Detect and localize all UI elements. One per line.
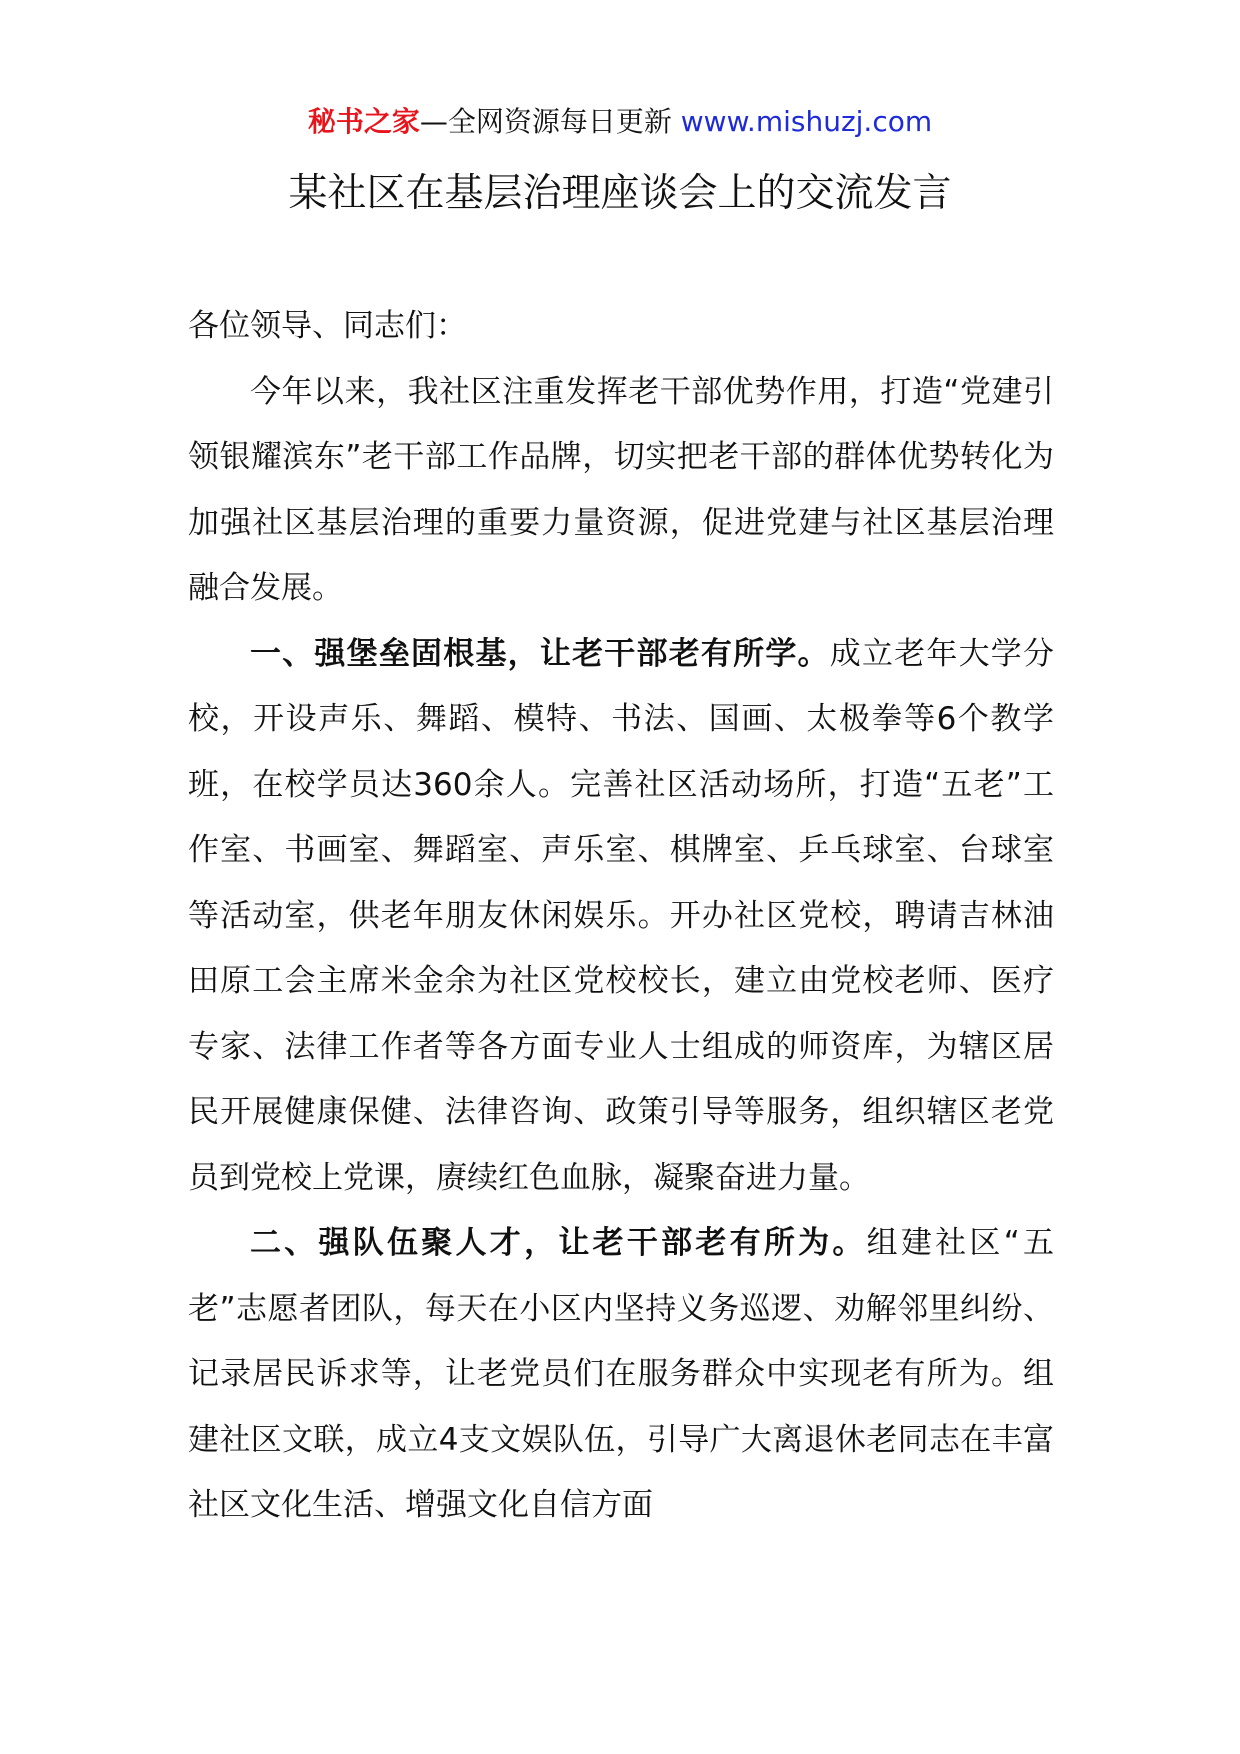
brand-name: 秘书之家	[307, 105, 420, 138]
paragraph-text: 今年以来，我社区注重发挥老干部优势作用，打造“党建引领银耀滨东”老干部工作品牌，切实把老干部的群体优势转化为加强社区基层治理的重要力量资源，促进党建与社区基层治理融合发展。	[188, 373, 1054, 606]
salutation: 各位领导、同志们：	[188, 308, 467, 344]
paragraph-section-1	[188, 622, 1054, 1212]
paragraph-intro	[188, 360, 1054, 622]
paragraph-text: 成立老年大学分校，开设声乐、舞蹈、模特、书法、国画、太极拳等6个教学班，在校学员达360余人。完善社区活动场所，打造“五老”工作室、书画室、舞蹈室、声乐室、棋牌室、乒乓球室、台球室等活动室，供老年朋友休闲娱乐。开办社区党校，聘请吉林油田原工会主席米金余为社区党校校长，建立由党校老师、医疗专家、法律工作者等各方面专业人士组成的师资库，为辖区居民开展健康保健、法律咨询、政策引导等服务，组织辖区老党员到党校上党课，赓续红色血脉，凝聚奋进力量。	[188, 635, 1054, 1196]
paragraph-section-2	[188, 1211, 1054, 1539]
paragraph-text: 组建社区“五老”志愿者团队，每天在小区内坚持义务巡逻、劝解邻里纠纷、记录居民诉求等，让老党员们在服务群众中实现老有所为。组建社区文联，成立4支文娱队伍，引导广大离退休老同志在丰富社区文化生活、增强文化自信方面	[188, 1225, 1055, 1523]
site-url: www.mishuzj.com	[680, 105, 933, 138]
document-body	[188, 294, 1054, 1539]
section-heading: 二、强队伍聚人才，让老干部老有所为。	[250, 1225, 867, 1261]
brand-slogan: —全网资源每日更新	[419, 105, 681, 138]
section-heading: 一、强堡垒固根基，让老干部老有所学。	[250, 635, 830, 672]
watermark-header	[0, 102, 1240, 142]
document-title: 某社区在基层治理座谈会上的交流发言	[288, 171, 952, 216]
